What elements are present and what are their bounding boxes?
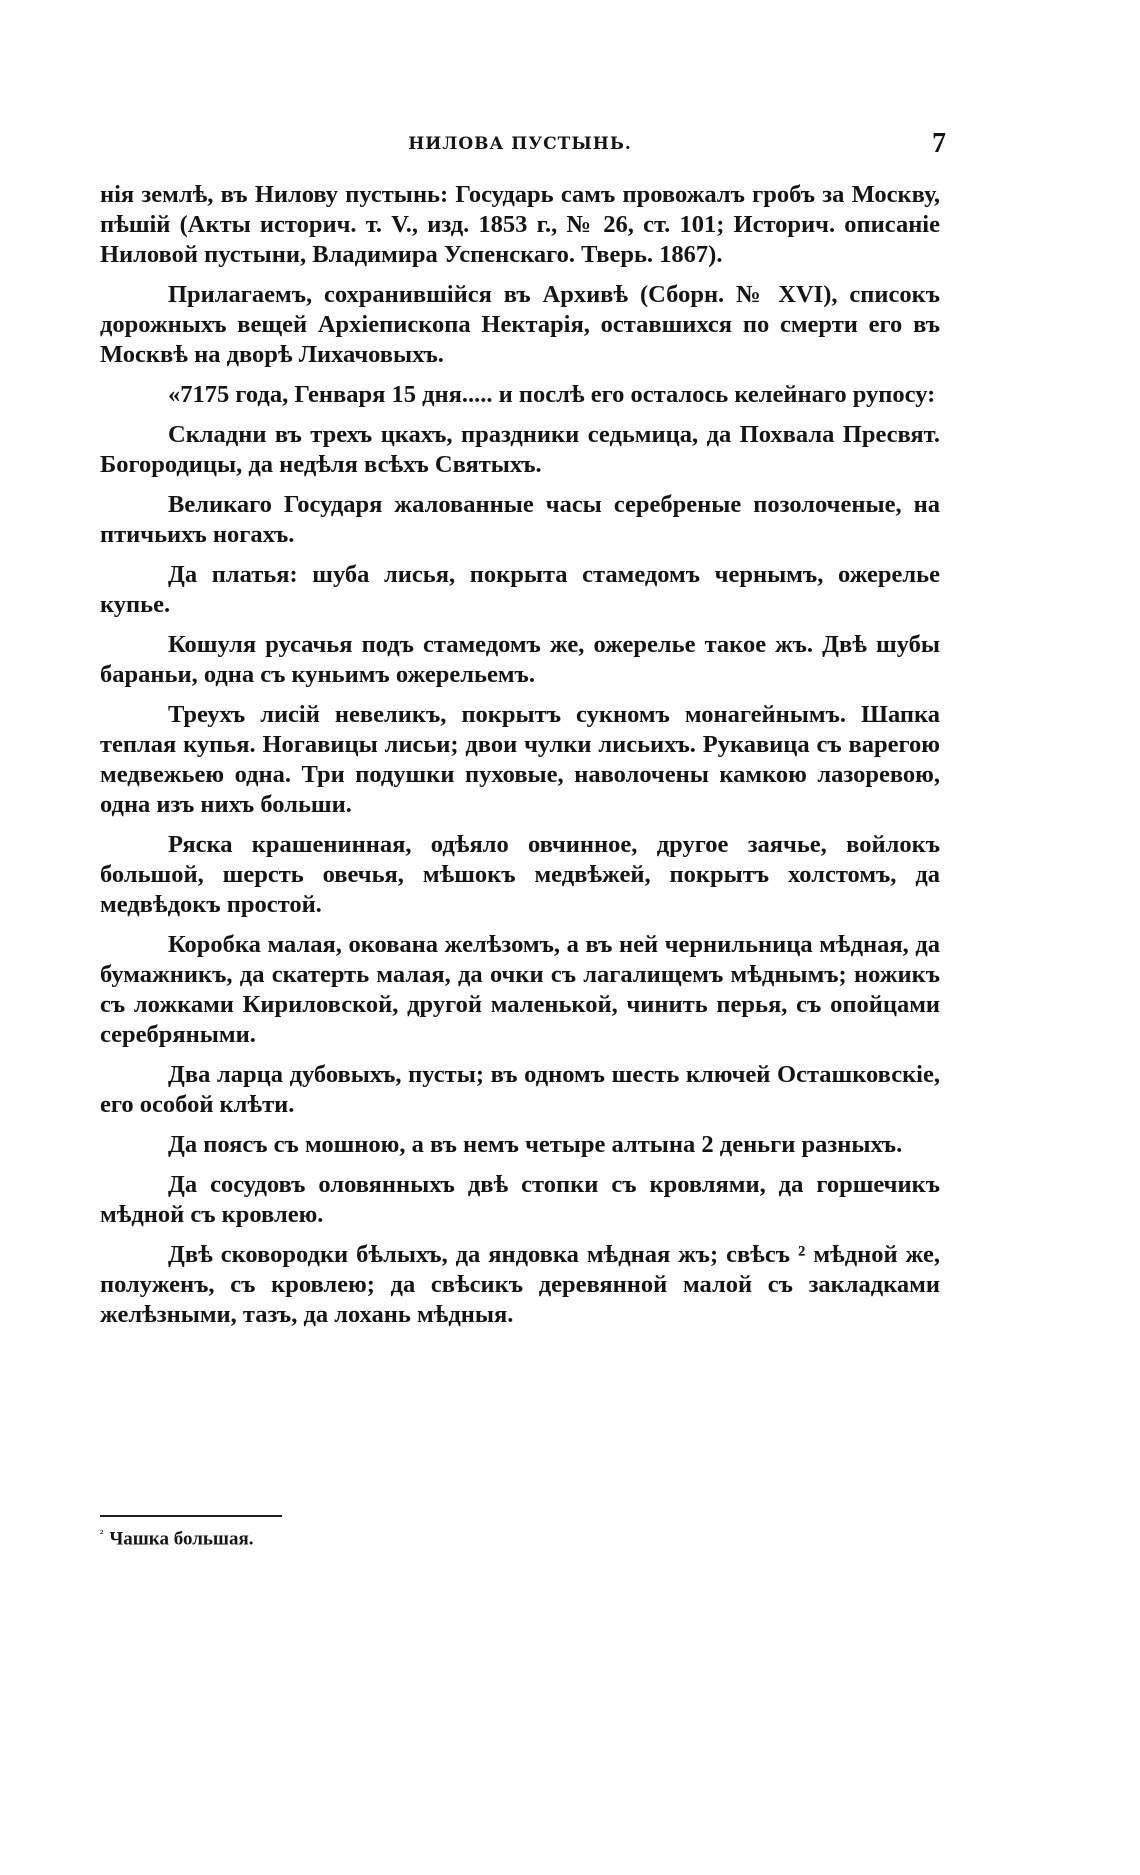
paragraph: Ряска крашенинная, одѣяло овчинное, другое заячье, войлокъ большой, шерсть овечья, мѣшокъ медвѣжей, покрытъ холстомъ, да медвѣдокъ простой. [100,831,940,918]
footnote-text: Чашка большая. [109,1528,254,1550]
footnote-divider [100,1515,282,1517]
footnote [100,1528,253,1550]
paragraph: «7175 года, Генваря 15 дня..... и послѣ его осталось келейнаго рупосу: [168,381,936,408]
paragraph: Да поясъ съ мошною, а въ немъ четыре алтына 2 деньги разныхъ. [168,1131,903,1158]
paragraph: Да платья: шуба лисья, покрыта стамедомъ чернымъ, ожерелье купье. [100,561,940,618]
paragraph: Треухъ лисій невеликъ, покрытъ сукномъ монагейнымъ. Шапка теплая купья. Ногавицы лисьи; двои чулки лисьихъ. Рукавица съ варегою медвежьею одна. Три подушки пуховые, наволочены камкою лазоревою, одна изъ нихъ больши. [100,701,940,818]
paragraph: Великаго Государя жалованные часы серебреные позолоченые, на птичьихъ ногахъ. [100,491,940,548]
page-number: 7 [932,128,946,159]
paragraph: Двѣ сковородки бѣлыхъ, да яндовка мѣдная жъ; свѣсъ ² мѣдной же, полуженъ, съ кровлею; да свѣсикъ деревянной малой съ закладками желѣзными, тазъ, да лохань мѣдныя. [100,1241,940,1328]
paragraph: Кошуля русачья подъ стамедомъ же, ожерелье такое жъ. Двѣ шубы бараньи, одна съ куньимъ ожерельемъ. [100,631,940,688]
paragraph: нія землѣ, въ Нилову пустынь: Государь самъ провожалъ гробъ за Москву, пѣшій (Акты историч. т. V., изд. 1853 г., № 26, ст. 101; Историч. описаніе Ниловой пустыни, Владимира Успенскаго. Тверь. 1867). [100,181,940,268]
running-title: НИЛОВА ПУСТЫНЬ. [408,134,632,154]
footnote-marker: ² [100,1528,104,1540]
running-head [100,128,946,162]
paragraph: Да сосудовъ оловянныхъ двѣ стопки съ кровлями, да горшечикъ мѣдной съ кровлею. [100,1171,940,1228]
paragraph: Коробка малая, окована желѣзомъ, а въ ней чернильница мѣдная, да бумажникъ, да скатерть малая, да очки съ лагалищемъ мѣднымъ; ножикъ съ ложками Кириловской, другой маленькой, чинить перья, съ опойцами серебряными. [100,931,940,1048]
paragraph: Складни въ трехъ цкахъ, праздники седьмица, да Похвала Пресвят. Богородицы, да недѣля всѣхъ Святыхъ. [100,421,940,478]
paragraph: Два ларца дубовыхъ, пусты; въ одномъ шесть ключей Осташковскіе, его особой клѣти. [100,1061,940,1118]
body-text [100,180,940,1340]
paragraph: Прилагаемъ, сохранившійся въ Архивѣ (Сборн. № XVI), списокъ дорожныхъ вещей Архіепископа Нектарія, оставшихся по смерти его въ Москвѣ на дворѣ Лихачовыхъ. [100,281,940,368]
